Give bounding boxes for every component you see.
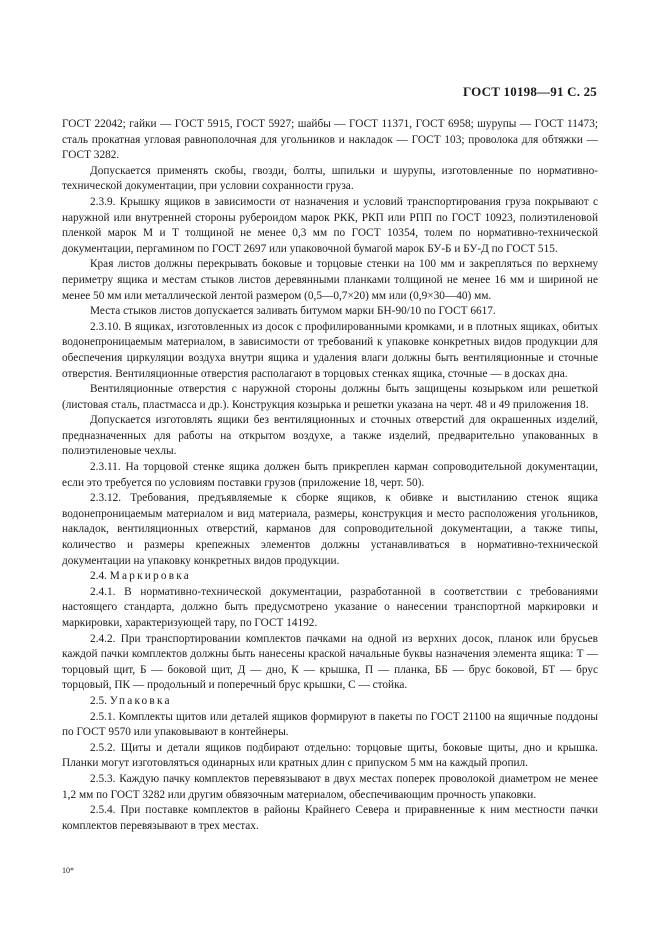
paragraph: 2.5.3. Каждую пачку комплектов перевязывают в двух местах поперек проволокой диаметром не менее 1,2 мм по ГОСТ 3282 или другим обвязочным материалом, обеспечивающим прочность упаковки. <box>62 772 598 801</box>
paragraph: 2.5.2. Щиты и детали ящиков подбирают отдельно: торцовые щиты, боковые щиты, дно и крышка. Планки могут изготовляться одинарных или кратных длин с припуском 5 мм на каждый пропил. <box>62 741 598 770</box>
section-heading-packing <box>62 694 598 710</box>
paragraph: ГОСТ 22042; гайки — ГОСТ 5915, ГОСТ 5927; шайбы — ГОСТ 11371, ГОСТ 6958; шурупы — ГОСТ 11473; сталь прокатная угловая равнополочная для угольников и накладок — ГОСТ 103; проволока для обтяжки — ГОСТ 3282. <box>62 118 598 162</box>
paragraph: 2.5.1. Комплекты щитов или деталей ящиков формируют в пакеты по ГОСТ 21100 на ящичные поддоны по ГОСТ 9570 или упаковывают в контейнеры. <box>62 710 598 739</box>
paragraph: Вентиляционные отверстия с наружной стороны должны быть защищены козырьком или решеткой (листовая сталь, пластмасса и др.). Конструкция козырька и решетки указана на черт. 48 и 49 приложения 18. <box>62 383 598 411</box>
paragraph: Допускается изготовлять ящики без вентиляционных и сточных отверстий для окрашенных изделий, предназначенных для работы на открытом воздухе, а также изделий, предварительно упакованных в полиэтиленовые чехлы. <box>62 414 598 458</box>
paragraph: Допускается применять скобы, гвозди, болты, шпильки и шурупы, изготовленные по нормативно-технической документации, при условии сохранности груза. <box>62 164 598 193</box>
section-number: 2.4. <box>90 570 107 583</box>
paragraph: Края листов должны перекрывать боковые и торцовые стенки на 100 мм и закрепляться по верхнему периметру ящика и местам стыков листов деревянными планками толщиной не менее 16 мм и шириной не менее 50 мм или металлической лентой размером (0,5—0,7×20) мм или (0,9×30—40) мм. <box>62 258 598 302</box>
paragraph: 2.3.10. В ящиках, изготовленных из досок с профилированными кромками, и в плотных ящиках, обитых водонепроницаемым материалом, в зависимости от требований к упаковке конкретных видов продукции для обеспечения циркуляции воздуха внутри ящика и удаления влаги должны быть вентиляционные и сточные отверстия. Вентиляционные отверстия располагают в торцовых стенках ящика, сточные — в досках дна. <box>62 320 598 380</box>
paragraph: 2.3.11. На торцовой стенке ящика должен быть прикреплен карман сопроводительной документации, если это требуется по условиям поставки грузов (приложение 18, черт. 50). <box>62 461 598 489</box>
page-footer-mark: 10* <box>62 866 74 875</box>
paragraph: 2.5.4. При поставке комплектов в районы Крайнего Севера и приравненные к ним местности пачки комплектов перевязывают в трех местах. <box>62 804 598 832</box>
section-title: Упаковка <box>109 694 172 707</box>
section-number: 2.5. <box>90 694 107 707</box>
section-title: Маркировка <box>109 570 191 583</box>
page-header: ГОСТ 10198—91 С. 25 <box>463 84 597 99</box>
paragraph: 2.4.1. В нормативно-технической документации, разработанной в соответствии с требованиями настоящего стандарта, должно быть предусмотрено указание о нанесении транспортной маркировки и маркировки, характеризующей тару, по ГОСТ 14192. <box>62 585 598 629</box>
paragraph: 2.3.9. Крышку ящиков в зависимости от назначения и условий транспортирования груза покрывают с наружной или внутренней стороны рубероидом марок РКК, РКП или РПП по ГОСТ 10923, полиэтиленовой пленкой марок М и Т толщиной не менее 0,3 мм по ГОСТ 10354, толем по нормативно-технической документации, пергамином по ГОСТ 2697 или упаковочной бумагой марок БУ-Б и БУ-Д по ГОСТ 515. <box>62 195 598 255</box>
paragraph: 2.3.12. Требования, предъявляемые к сборке ящиков, к обивке и выстиланию стенок ящика водонепроницаемым материалом и вид материала, размеры, конструкция и место расположения угольников, накладок, вентиляционных отверстий, карманов для сопроводительной документации, а также типы, количество и размеры крепежных элементов должны устанавливаться в нормативно-технической документации на упаковку конкретных видов продукции. <box>62 492 598 567</box>
section-heading-marking <box>62 569 598 585</box>
paragraph: 2.4.2. При транспортировании комплектов пачками на одной из верхних досок, планок или брусьев каждой пачки комплектов должны быть нанесены краской начальные буквы назначения элемента ящика: Т — торцовый щит, Б — боковой щит, Д — дно, К — крышка, П — планка, ББ — брус боковой, БТ — брус торцовый, ПК — продольный и поперечный брус крышки, С — стойка. <box>62 632 598 692</box>
document-body <box>62 117 598 834</box>
paragraph: Места стыков листов допускается заливать битумом марки БН-90/10 по ГОСТ 6617. <box>90 305 496 318</box>
